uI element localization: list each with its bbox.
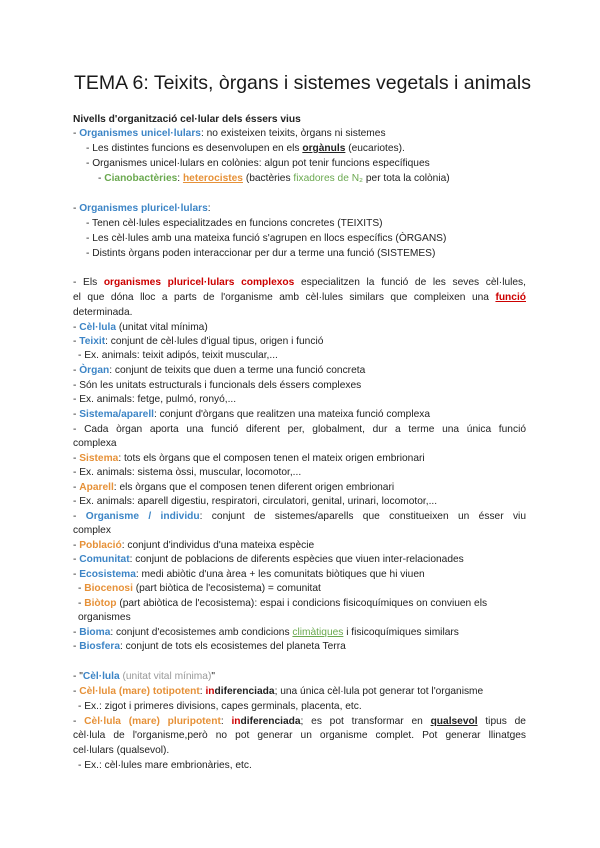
line-celula-quote: - "Cèl·lula (unitat vital mínima)"	[73, 671, 215, 682]
line-biosfera: - Biosfera: conjunt de tots els ecosistemes del planeta Terra	[73, 641, 346, 652]
term-bioma: Bioma	[79, 627, 111, 638]
line-cianobacteries: - Cianobactèries: heterocistes (bactèries fixadores de N₂ per tota la colònia)	[98, 173, 450, 184]
line-pluripotent-3: cel·lulars (qualsevol).	[73, 745, 170, 756]
line-organuls: - Les distintes funcions es desenvolupen en els orgànuls (eucariotes).	[86, 143, 405, 154]
term-biotop: Biòtop	[84, 598, 117, 609]
term-totipotent: Cèl·lula (mare) totipotent	[79, 686, 200, 697]
term-complexos: organismes pluricel·lulars complexos	[103, 277, 295, 288]
page-title: TEMA 6: Teixits, òrgans i sistemes vegetals i animals	[74, 72, 531, 94]
term-ecosistema: Ecosistema	[79, 569, 136, 580]
line-unicellular: - Organismes unicel·lulars: no existeixen teixits, òrgans ni sistemes	[73, 128, 386, 139]
line-biocenosi: - Biocenosi (part biòtica de l'ecosistema) = comunitat	[78, 583, 321, 594]
line-totipotent: - Cèl·lula (mare) totipotent: indiferenciada; una única cèl·lula pot generar tot l'organisme	[73, 686, 484, 697]
term-organ: Òrgan	[79, 365, 110, 376]
term-celula: Cèl·lula	[79, 322, 117, 333]
line-celula: - Cèl·lula (unitat vital mínima)	[73, 322, 208, 333]
line-complexa: complexa	[73, 438, 117, 449]
line-organismes: organismes	[78, 612, 131, 623]
line-pluripotent-2: cèl·lula de l'organisme,però no pot generar un organisme complet. Pot generar llinatges	[73, 730, 526, 741]
line-complex: complex	[73, 525, 111, 536]
line-cada-organ: - Cada òrgan aporta una funció diferent per, globalment, dur a terme una única funció	[73, 424, 526, 435]
term-pluripotent: Cèl·lula (mare) pluripotent	[84, 716, 221, 727]
line-colonies: - Organismes unicel·lulars en colònies: algun pot tenir funcions específiques	[86, 158, 430, 169]
line-totipotent-ex: - Ex.: zigot i primeres divisions, capes germinals, placenta, etc.	[78, 701, 362, 712]
term-organuls: orgànuls	[302, 143, 346, 154]
term-heterocistes: heterocistes	[182, 173, 243, 184]
line-aparell: - Aparell: els òrgans que el composen tenen diferent origen embrionari	[73, 482, 395, 493]
line-complexos: - Els organismes pluricel·lulars complexos especialitzen la funció de les seves cèl·lules,	[73, 277, 526, 288]
line-organs: - Les cèl·lules amb una mateixa funció s'agrupen en llocs específics (ÒRGANS)	[86, 233, 447, 244]
line-organ-ex: - Ex. animals: fetge, pulmó, ronyó,...	[73, 394, 237, 405]
line-teixit-ex: - Ex. animals: teixit adipós, teixit muscular,...	[78, 350, 278, 361]
term-pluricellular: Organismes pluricel·lulars	[79, 203, 208, 214]
line-sistema: - Sistema: tots els òrgans que el composen tenen el mateix origen embrionari	[73, 453, 425, 464]
line-sistema-ex: - Ex. animals: sistema òssi, muscular, locomotor,...	[73, 467, 302, 478]
line-poblacio: - Població: conjunt d'individus d'una mateixa espècie	[73, 540, 315, 551]
line-pluricellular: - Organismes pluricel·lulars:	[73, 203, 211, 214]
line-funcio: el que dóna lloc a parts de l'organisme amb cèl·lules similars que compleixen una funció	[73, 292, 526, 303]
line-aparell-ex: - Ex. animals: aparell digestiu, respiratori, circulatori, genital, urinari, locomotor,...	[73, 496, 438, 507]
line-ecosistema: - Ecosistema: medi abiòtic d'una àrea + les comunitats biòtiques que hi viuen	[73, 569, 425, 580]
section-heading: Nivells d'organització cel·lular dels éssers vius	[73, 114, 301, 125]
term-cianobacteries: Cianobactèries	[104, 173, 178, 184]
term-poblacio: Població	[79, 540, 122, 551]
line-biotop: - Biòtop (part abiòtica de l'ecosistema): espai i condicions fisicoquímiques on conviuen els	[78, 598, 488, 609]
term-organisme: Organisme / individu	[85, 511, 200, 522]
line-sistema-aparell: - Sistema/aparell: conjunt d'òrgans que realitzen una mateixa funció complexa	[73, 409, 431, 420]
line-teixit: - Teixit: conjunt de cèl·lules d'igual tipus, origen i funció	[73, 336, 324, 347]
term-celula-2: Cèl·lula	[82, 671, 120, 682]
term-aparell: Aparell	[79, 482, 114, 493]
term-biosfera: Biosfera	[79, 641, 120, 652]
line-organ: - Òrgan: conjunt de teixits que duen a terme una funció concreta	[73, 365, 366, 376]
line-bioma: - Bioma: conjunt d'ecosistemes amb condicions climàtiques i fisicoquímiques similars	[73, 627, 459, 638]
line-pluripotent: - Cèl·lula (mare) pluripotent: indiferenciada; es pot transformar en qualsevol tipus de	[73, 716, 526, 727]
line-comunitat: - Comunitat: conjunt de poblacions de diferents espècies que viuen inter-relacionades	[73, 554, 464, 565]
line-sistemes: - Distints òrgans poden interaccionar per dur a terme una funció (SISTEMES)	[86, 248, 436, 259]
line-teixits: - Tenen cèl·lules especialitzades en funcions concretes (TEIXITS)	[86, 218, 383, 229]
line-pluripotent-ex: - Ex.: cèl·lules mare embrionàries, etc.	[78, 760, 252, 771]
term-sistema-aparell: Sistema/aparell	[79, 409, 154, 420]
term-funcio: funció	[495, 292, 526, 303]
term-qualsevol: qualsevol	[430, 716, 478, 727]
line-organisme: - Organisme / individu: conjunt de sistemes/aparells que constitueixen un ésser viu	[73, 511, 526, 522]
term-unicellular: Organismes unicel·lulars	[79, 128, 201, 139]
line-organ-2: - Són les unitats estructurals i funcionals dels éssers complexes	[73, 380, 362, 391]
term-sistema: Sistema	[79, 453, 119, 464]
line-determinada: determinada.	[73, 307, 133, 318]
term-teixit: Teixit	[79, 336, 106, 347]
term-climatiques: climàtiques	[292, 627, 344, 638]
term-comunitat: Comunitat	[79, 554, 130, 565]
term-fixadores: fixadores de N₂	[293, 173, 364, 184]
term-biocenosi: Biocenosi	[84, 583, 133, 594]
